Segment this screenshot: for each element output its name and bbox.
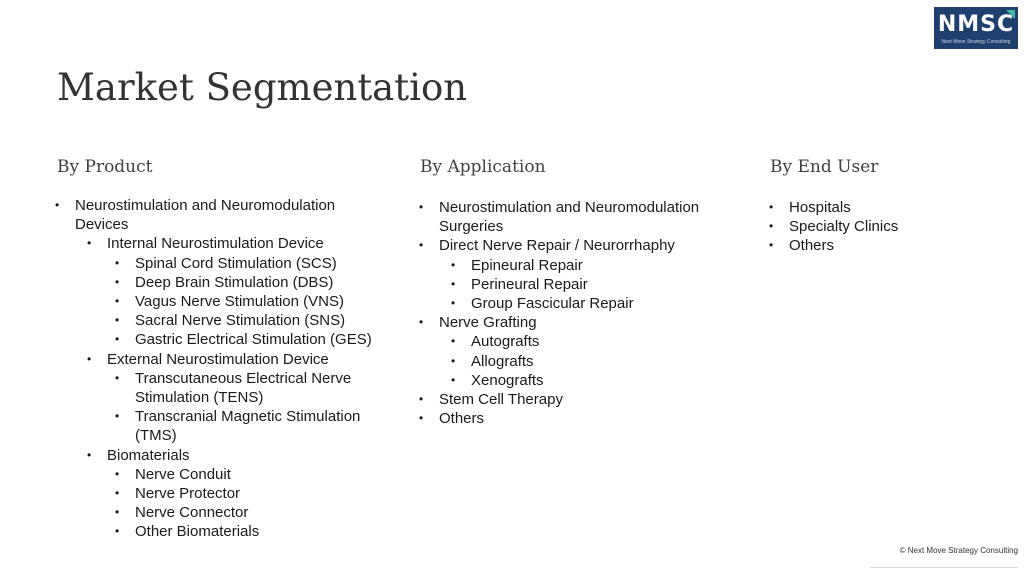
list-item: • Hospitals xyxy=(789,198,989,217)
list-item: • Others xyxy=(789,236,989,255)
list-item: • Deep Brain Stimulation (DBS) xyxy=(135,273,375,292)
list-item: • Direct Nerve Repair / Neurorrhaphy xyxy=(439,236,739,255)
list-item: • Vagus Nerve Stimulation (VNS) xyxy=(135,292,375,311)
list-item: • Transcutaneous Electrical Nerve Stimulation (TENS) xyxy=(135,369,375,407)
list-item: • Group Fascicular Repair xyxy=(471,294,739,313)
list-item: • Stem Cell Therapy xyxy=(439,390,739,409)
column-heading-application: By Application xyxy=(420,157,546,177)
list-item: • Others xyxy=(439,409,739,428)
end-user-segment-list xyxy=(789,198,989,256)
list-item: • Nerve Conduit xyxy=(135,465,375,484)
list-item: • Neurostimulation and Neuromodulation Devices xyxy=(75,196,375,234)
list-item: • Biomaterials xyxy=(107,446,375,465)
application-segment-list xyxy=(439,198,739,428)
list-item: • Gastric Electrical Stimulation (GES) xyxy=(135,330,375,349)
list-item: • External Neurostimulation Device xyxy=(107,350,375,369)
list-item: • Nerve Protector xyxy=(135,484,375,503)
list-item: • Perineural Repair xyxy=(471,275,739,294)
list-item: • Nerve Grafting xyxy=(439,313,739,332)
logo-text: NMSC xyxy=(937,12,1015,37)
list-item: • Xenografts xyxy=(471,371,739,390)
list-item: • Allografts xyxy=(471,352,739,371)
list-item: • Sacral Nerve Stimulation (SNS) xyxy=(135,311,375,330)
list-item: • Nerve Connector xyxy=(135,503,375,522)
list-item: • Transcranial Magnetic Stimulation (TMS) xyxy=(135,407,375,445)
list-item: • Specialty Clinics xyxy=(789,217,989,236)
column-heading-product: By Product xyxy=(57,157,153,177)
list-item: • Other Biomaterials xyxy=(135,522,375,541)
list-item: • Internal Neurostimulation Device xyxy=(107,234,375,253)
footer-copyright: © Next Move Strategy Consulting xyxy=(870,544,1018,568)
nmsc-logo xyxy=(934,7,1018,49)
logo-subtitle: Next Move Strategy Consulting xyxy=(941,39,1011,45)
column-heading-end-user: By End User xyxy=(770,157,879,177)
list-item: • Spinal Cord Stimulation (SCS) xyxy=(135,254,375,273)
list-item: • Epineural Repair xyxy=(471,256,739,275)
page-title: Market Segmentation xyxy=(57,66,468,109)
product-segment-list xyxy=(75,196,375,542)
list-item: • Autografts xyxy=(471,332,739,351)
list-item: • Neurostimulation and Neuromodulation Surgeries xyxy=(439,198,739,236)
